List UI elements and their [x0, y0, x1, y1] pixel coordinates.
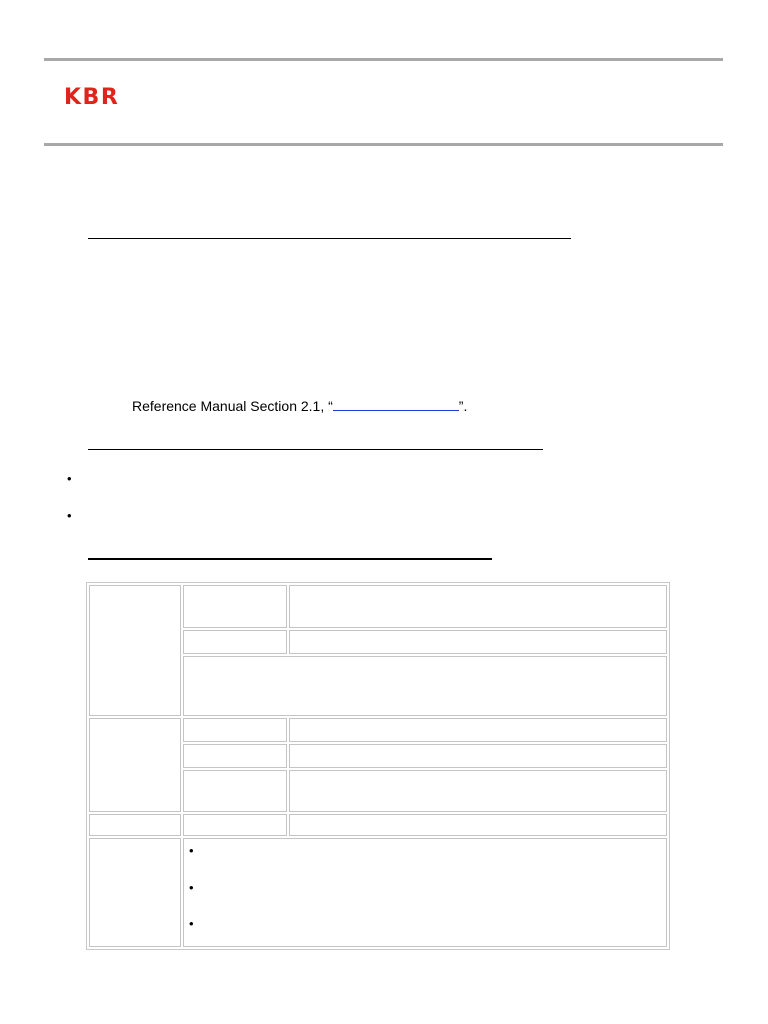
table-bullet-2: • [189, 880, 194, 895]
list-bullet-1: • [67, 471, 72, 486]
header-bottom-rule [44, 143, 723, 146]
reference-prefix: Reference Manual Section 2.1, “ [132, 398, 333, 414]
table-cell-r7-field [183, 814, 287, 836]
section-heading-underline-2 [88, 449, 543, 450]
table-bullet-1: • [189, 843, 194, 858]
table-cell-r8-bullets [183, 838, 667, 947]
table-cell-r3-note [183, 656, 667, 716]
reference-link[interactable] [333, 396, 459, 411]
table-cell-r4-field [183, 718, 287, 742]
table-cell-r5-field [183, 744, 287, 768]
table-cell-r5-value [289, 744, 667, 768]
table-cell-r7-value [289, 814, 667, 836]
table-bullet-3: • [189, 916, 194, 931]
table-cell-r6-value [289, 770, 667, 812]
header-top-rule [44, 58, 723, 61]
table-cell-r8-label [89, 838, 181, 947]
table-cell-group-1-label [89, 585, 181, 716]
table-cell-r2-field [183, 630, 287, 654]
table-cell-r6-field [183, 770, 287, 812]
kbr-logo: KBR [64, 85, 120, 110]
table-cell-r1-field [183, 585, 287, 628]
table-cell-r1-value [289, 585, 667, 628]
list-bullet-2: • [67, 508, 72, 523]
reference-line [132, 396, 467, 415]
table-cell-r7-label [89, 814, 181, 836]
table-cell-r4-value [289, 718, 667, 742]
section-heading-underline-3 [88, 558, 492, 560]
reference-suffix: ”. [458, 398, 468, 414]
section-heading-underline-1 [88, 238, 571, 239]
table-cell-r2-value [289, 630, 667, 654]
table-cell-group-2-label [89, 718, 181, 812]
info-table [86, 582, 670, 950]
